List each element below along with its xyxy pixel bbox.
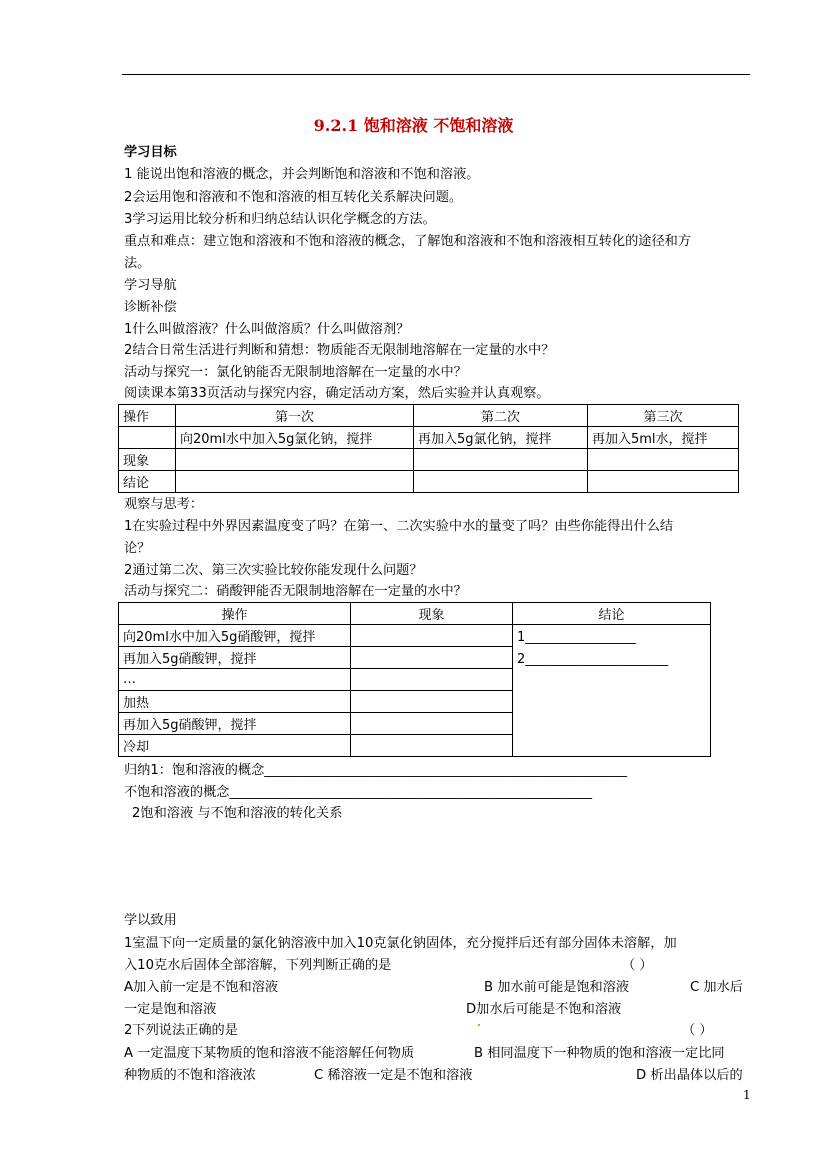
summary-2: 不饱和溶液的概念_______________________________________________________ bbox=[124, 785, 593, 800]
table1-header-first: 第一次 bbox=[176, 405, 414, 427]
problem-1-answer-blank: （ ） bbox=[622, 958, 653, 973]
table2-op: 冷却 bbox=[119, 735, 351, 757]
table1-header-op: 操作 bbox=[119, 405, 176, 427]
summary-3: 2饱和溶液 与不饱和溶液的转化关系 bbox=[132, 806, 343, 821]
summary-1: 归纳1：饱和溶液的概念_______________________________________________________ bbox=[124, 763, 627, 778]
problem-1-option-d: D加水后可能是不饱和溶液 bbox=[466, 1002, 622, 1017]
kno3-experiment-table bbox=[118, 602, 711, 757]
header-rule bbox=[122, 74, 750, 75]
table1-op-label bbox=[119, 427, 176, 449]
table2-cell bbox=[351, 625, 513, 647]
table2-conclusion-cell bbox=[513, 625, 711, 757]
table1-op1: 向20ml水中加入5g氯化钠，搅拌 bbox=[176, 427, 414, 449]
problem-2-option-b: B 相同温度下一种物质的饱和溶液一定比同 bbox=[474, 1046, 725, 1061]
nav-heading: 学习导航 bbox=[124, 278, 177, 293]
table1-cell bbox=[414, 449, 588, 471]
table1-header-second: 第二次 bbox=[414, 405, 588, 427]
table1-cell bbox=[588, 471, 739, 493]
section-goals-heading: 学习目标 bbox=[124, 145, 177, 160]
observe-heading: 观察与思考： bbox=[124, 497, 204, 512]
table2-cell bbox=[351, 713, 513, 735]
problem-2: 2下列说法正确的是 bbox=[124, 1023, 238, 1038]
table1-op3: 再加入5ml水，搅拌 bbox=[588, 427, 739, 449]
table1-cell bbox=[588, 449, 739, 471]
problem-2-option-d: D 析出晶体以后的 bbox=[636, 1068, 743, 1083]
problem-2-option-a: A 一定温度下某物质的饱和溶液不能溶解任何物质 bbox=[124, 1046, 415, 1061]
think-1-line1: 1在实验过程中外界因素温度变了吗？在第一、二次实验中水的量变了吗？由些你能得出什么结 bbox=[124, 519, 674, 534]
apply-heading: 学以致用 bbox=[124, 913, 177, 928]
goal-1: 1 能说出饱和溶液的概念，并会判断饱和溶液和不饱和溶液。 bbox=[124, 167, 480, 182]
problem-2-option-c: C 稀溶液一定是不饱和溶液 bbox=[314, 1068, 473, 1083]
table2-conclusion-1: 1_________________ bbox=[517, 630, 636, 645]
reading-instruction: 阅读课本第33页活动与探究内容，确定活动方案，然后实验并认真观察。 bbox=[124, 386, 550, 401]
table2-op: 再加入5g硝酸钾，搅拌 bbox=[119, 713, 351, 735]
table2-op: 加热 bbox=[119, 691, 351, 713]
stray-mark bbox=[478, 1024, 480, 1026]
problem-2-option-b-cont: 种物质的不饱和溶液浓 bbox=[124, 1068, 256, 1083]
table2-op: 再加入5g硝酸钾，搅拌 bbox=[119, 647, 351, 669]
problem-1-option-c: C 加水后 bbox=[690, 980, 743, 995]
key-points-line2: 法。 bbox=[124, 256, 151, 271]
table1-header-third: 第三次 bbox=[588, 405, 739, 427]
page-title: 9.2.1 饱和溶液 不饱和溶液 bbox=[313, 116, 514, 135]
table1-row-observation: 现象 bbox=[119, 449, 176, 471]
problem-1-line2: 入10克水后固体全部溶解，下列判断正确的是 bbox=[124, 958, 392, 973]
diag-heading: 诊断补偿 bbox=[124, 300, 177, 315]
problem-1-option-c-cont: 一定是饱和溶液 bbox=[124, 1002, 217, 1017]
problem-1-option-b: B 加水前可能是饱和溶液 bbox=[484, 980, 630, 995]
problem-2-answer-blank: （ ） bbox=[682, 1023, 713, 1038]
table1-cell bbox=[176, 449, 414, 471]
table1-row-conclusion: 结论 bbox=[119, 471, 176, 493]
key-points-line1: 重点和难点：建立饱和溶液和不饱和溶液的概念，了解饱和溶液和不饱和溶液相互转化的途径和方 bbox=[124, 234, 692, 249]
question-1: 1什么叫做溶液？什么叫做溶质？什么叫做溶剂？ bbox=[124, 322, 410, 337]
table2-header-op: 操作 bbox=[119, 603, 351, 625]
table2-header-observation: 现象 bbox=[351, 603, 513, 625]
goal-2: 2会运用饱和溶液和不饱和溶液的相互转化关系解决问题。 bbox=[124, 190, 463, 205]
table1-cell bbox=[176, 471, 414, 493]
table1-op2: 再加入5g氯化钠，搅拌 bbox=[414, 427, 588, 449]
activity-1-heading: 活动与探究一：氯化钠能否无限制地溶解在一定量的水中？ bbox=[124, 365, 467, 380]
table2-cell bbox=[351, 669, 513, 691]
table2-header-conclusion: 结论 bbox=[513, 603, 711, 625]
nacl-experiment-table bbox=[118, 404, 739, 493]
table2-op: … bbox=[119, 669, 351, 691]
table2-cell bbox=[351, 735, 513, 757]
activity-2-heading: 活动与探究二：硝酸钾能否无限制地溶解在一定量的水中？ bbox=[124, 584, 467, 599]
think-2: 2通过第二次、第三次实验比较你能发现什么问题？ bbox=[124, 563, 423, 578]
table2-cell bbox=[351, 647, 513, 669]
goal-3: 3学习运用比较分析和归纳总结认识化学概念的方法。 bbox=[124, 212, 436, 227]
problem-1-line1: 1室温下向一定质量的氯化钠溶液中加入10克氯化钠固体，充分搅拌后还有部分固体未溶解，加 bbox=[124, 936, 677, 951]
problem-1-option-a: A加入前一定是不饱和溶液 bbox=[124, 980, 279, 995]
page-number: 1 bbox=[743, 1088, 751, 1102]
question-2: 2结合日常生活进行判断和猜想：物质能否无限制地溶解在一定量的水中？ bbox=[124, 343, 555, 358]
think-1-line2: 论？ bbox=[124, 541, 151, 556]
table2-op: 向20ml水中加入5g硝酸钾，搅拌 bbox=[119, 625, 351, 647]
table2-cell bbox=[351, 691, 513, 713]
table1-cell bbox=[414, 471, 588, 493]
table2-conclusion-2: 2______________________ bbox=[517, 652, 669, 667]
